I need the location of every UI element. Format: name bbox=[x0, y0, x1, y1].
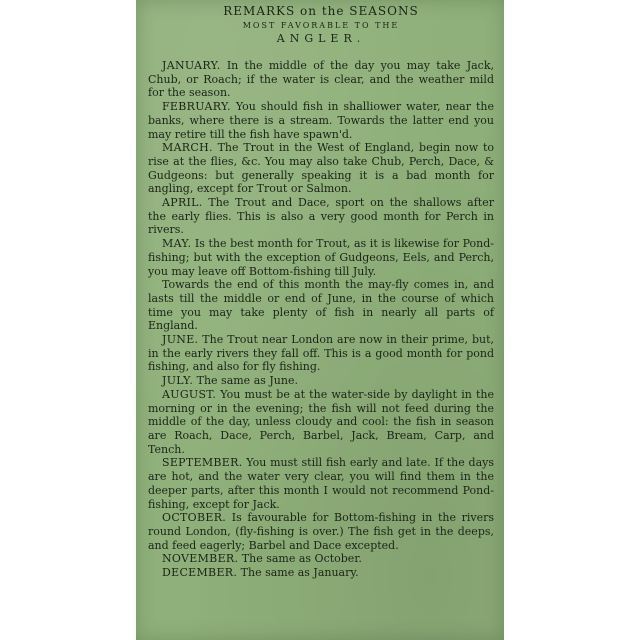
month-label: SEPTEMBER. bbox=[162, 456, 243, 470]
month-label: JUNE. bbox=[162, 333, 199, 347]
entry-text: The same as January. bbox=[237, 566, 359, 580]
entry-text: You must be at the water-side by daylight in the morning or in the evening; the fish will not feed during the middle of the day, unless cloudy and cool: the fish in season are Roach, Dace, Perch, Barbel, Jack, Bream, Carp, and Tench. bbox=[148, 387, 494, 456]
entry-november bbox=[148, 552, 494, 566]
entry-august bbox=[148, 388, 494, 457]
entry-text: The same as October. bbox=[238, 552, 362, 566]
entry-april bbox=[148, 196, 494, 237]
entry-october bbox=[148, 511, 494, 552]
heading-angler: ANGLER. bbox=[276, 32, 366, 45]
month-label: DECEMBER. bbox=[162, 566, 238, 580]
heading-subtitle: MOST FAVORABLE TO THE bbox=[242, 21, 400, 30]
entry-july bbox=[148, 374, 494, 388]
month-label: NOVEMBER. bbox=[162, 552, 239, 566]
entry-march bbox=[148, 141, 494, 196]
month-label: OCTOBER. bbox=[162, 511, 227, 525]
printed-page bbox=[136, 0, 504, 640]
entry-text: You must still fish early and late. If the days are hot, and the water very clear, you will find them in the deeper parts, after this month I would not recommend Pond-fishing, except for Jack. bbox=[148, 456, 494, 511]
entry-text: In the middle of the day you may take Jack, Chub, or Roach; if the water is clear, and the weather mild for the season. bbox=[148, 59, 494, 100]
month-label: MAY. bbox=[162, 237, 192, 251]
month-label: JULY. bbox=[162, 374, 194, 388]
entry-text: Towards the end of this month the may-fly comes in, and lasts till the middle or end of June, in the course of which time you may take plenty of fish in nearly all parts of England. bbox=[148, 278, 494, 333]
entry-may-continued bbox=[148, 278, 494, 333]
seasons-list bbox=[148, 59, 494, 580]
month-label: FEBRUARY. bbox=[162, 100, 231, 114]
entry-text: The Trout in the West of England, begin now to rise at the flies, &c. You may also take Chub, Perch, Dace, & Gudgeons: but generally speaking it is a bad month for angling, except for Trout or Salmon. bbox=[148, 141, 494, 196]
heading-title: REMARKS on the SEASONS bbox=[223, 4, 419, 18]
entry-may bbox=[148, 237, 494, 278]
entry-text: You should fish in shalliower water, near the banks, where there is a stream. Towards the latter end you may retire till the fish have spawn'd. bbox=[148, 100, 494, 141]
entry-text: The same as June. bbox=[193, 374, 298, 388]
entry-december bbox=[148, 566, 494, 580]
entry-february bbox=[148, 100, 494, 141]
page-heading bbox=[148, 4, 494, 45]
entry-text: Is favourable for Bottom-fishing in the rivers round London, (fly-fishing is over.) The fish get in the deeps, and feed eagerly; Barbel and Dace excepted. bbox=[148, 511, 494, 552]
month-label: MARCH. bbox=[162, 141, 213, 155]
entry-september bbox=[148, 456, 494, 511]
entry-text: Is the best month for Trout, as it is likewise for Pond-fishing; but with the exception of Gudgeons, Eels, and Perch, you may leave off Bottom-fishing till July. bbox=[148, 237, 494, 278]
entry-text: The Trout and Dace, sport on the shallows after the early flies. This is also a very good month for Perch in rivers. bbox=[148, 196, 494, 237]
entry-january bbox=[148, 59, 494, 100]
month-label: APRIL. bbox=[162, 196, 203, 210]
month-label: AUGUST. bbox=[162, 387, 217, 401]
month-label: JANUARY. bbox=[162, 59, 221, 72]
entry-june bbox=[148, 333, 494, 374]
entry-text: The Trout near London are now in their prime, but, in the early rivers they fall off. This is a good month for pond fishing, and also for fly fishing. bbox=[148, 333, 494, 374]
